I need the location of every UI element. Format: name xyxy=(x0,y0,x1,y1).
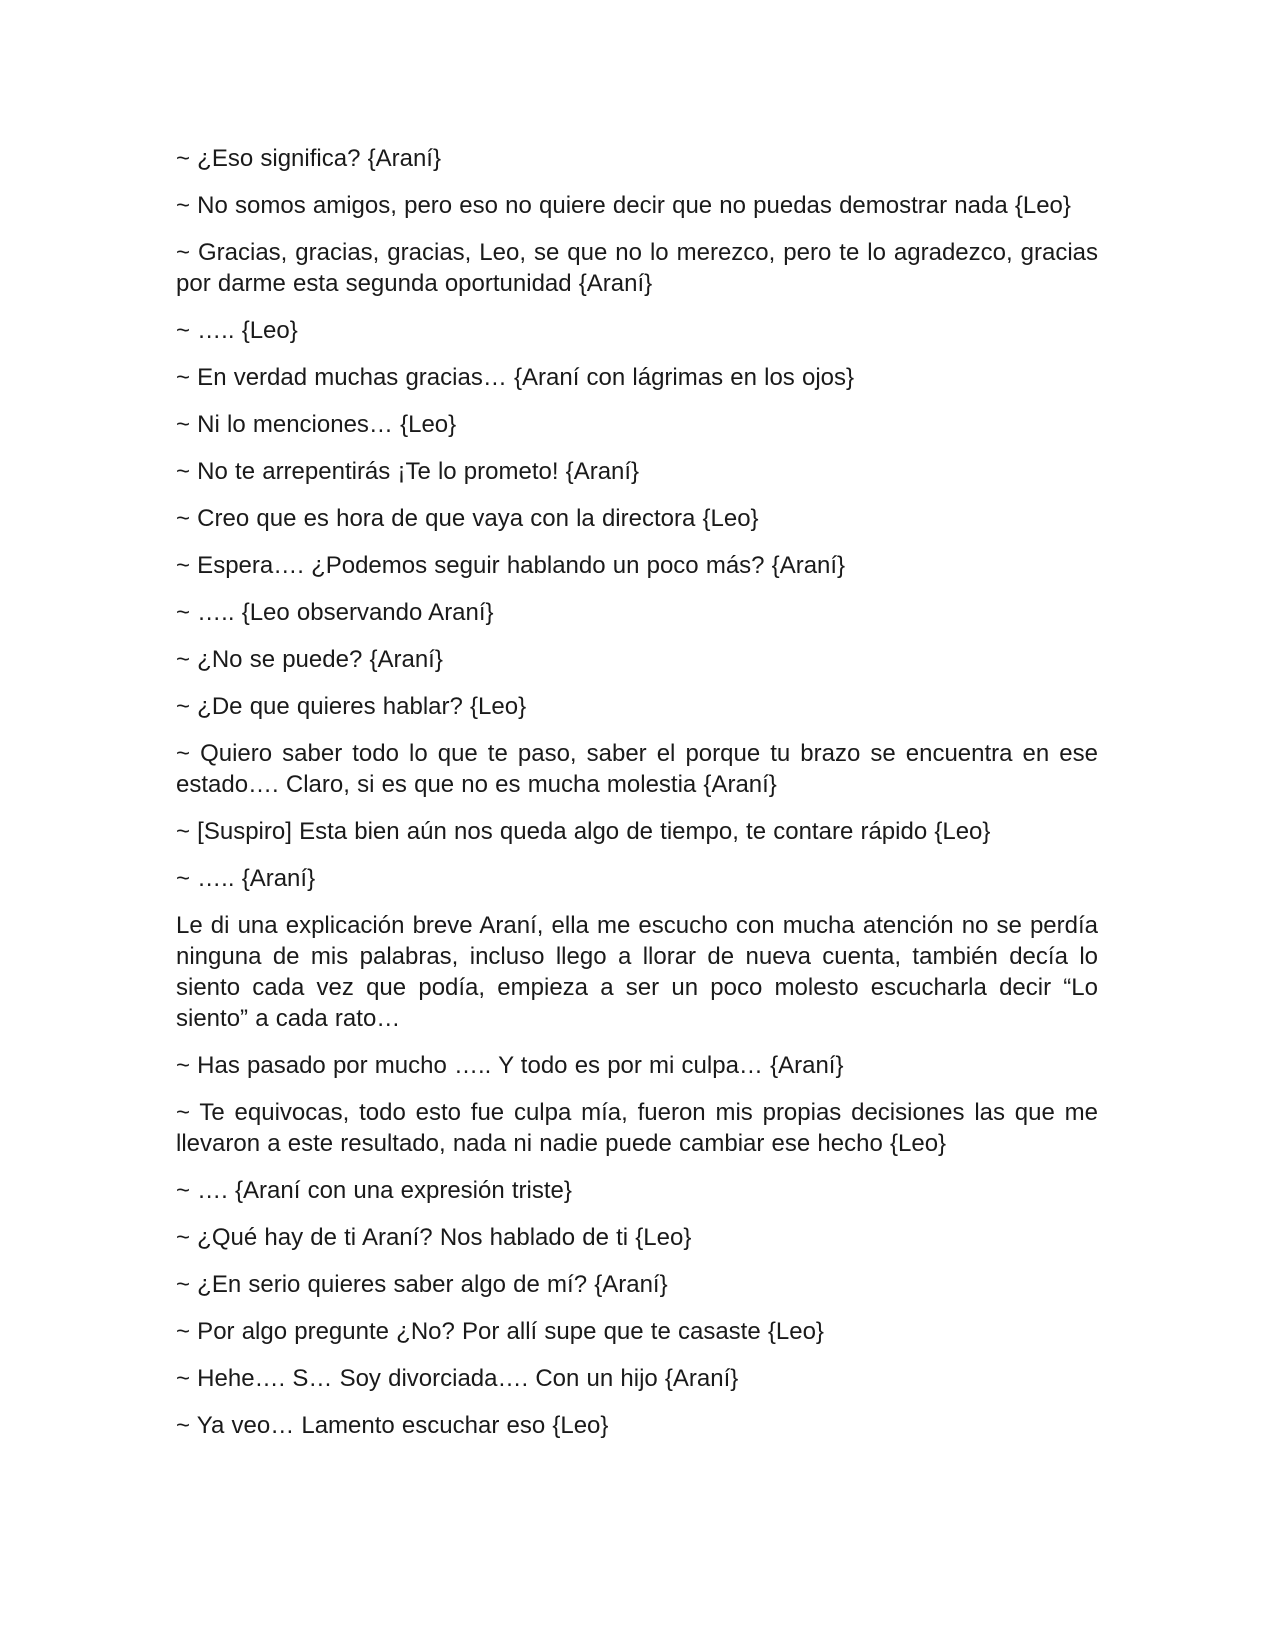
dialogue-line: ~ Gracias, gracias, gracias, Leo, se que no lo merezco, pero te lo agradezco, gracias por darme esta segunda oportunidad {Araní} xyxy=(176,239,1098,297)
dialogue-line: ~ [Suspiro] Esta bien aún nos queda algo de tiempo, te contare rápido {Leo} xyxy=(176,818,991,845)
dialogue-line: ~ ¿No se puede? {Araní} xyxy=(176,646,443,673)
document-body xyxy=(176,143,1098,1457)
dialogue-line: ~ Espera…. ¿Podemos seguir hablando un poco más? {Araní} xyxy=(176,552,846,579)
dialogue-line: ~ ¿En serio quieres saber algo de mí? {Araní} xyxy=(176,1271,668,1298)
dialogue-line: ~ ¿Qué hay de ti Araní? Nos hablado de ti {Leo} xyxy=(176,1224,692,1251)
dialogue-line: ~ Creo que es hora de que vaya con la directora {Leo} xyxy=(176,505,759,532)
dialogue-line: ~ ….. {Leo} xyxy=(176,317,298,344)
dialogue-line: ~ Quiero saber todo lo que te paso, saber el porque tu brazo se encuentra en ese estado…. Claro, si es que no es mucha molestia {Araní} xyxy=(176,740,1098,798)
dialogue-line: ~ Has pasado por mucho ….. Y todo es por mi culpa… {Araní} xyxy=(176,1052,844,1079)
narration-paragraph: Le di una explicación breve Araní, ella me escucho con mucha atención no se perdía ninguna de mis palabras, incluso llego a llorar de nueva cuenta, también decía lo siento cada vez que podía, empieza a ser un poco molesto escucharla decir “Lo siento” a cada rato… xyxy=(176,912,1098,1032)
dialogue-line: ~ En verdad muchas gracias… {Araní con lágrimas en los ojos} xyxy=(176,364,855,391)
dialogue-line: ~ …. {Araní con una expresión triste} xyxy=(176,1177,572,1204)
dialogue-line: ~ ….. {Araní} xyxy=(176,865,316,892)
dialogue-line: ~ Por algo pregunte ¿No? Por allí supe que te casaste {Leo} xyxy=(176,1318,824,1345)
dialogue-line: ~ ¿De que quieres hablar? {Leo} xyxy=(176,693,527,720)
dialogue-line: ~ No te arrepentirás ¡Te lo prometo! {Araní} xyxy=(176,458,640,485)
dialogue-line: ~ ¿Eso significa? {Araní} xyxy=(176,145,441,172)
dialogue-line: ~ Te equivocas, todo esto fue culpa mía, fueron mis propias decisiones las que me llevaron a este resultado, nada ni nadie puede cambiar ese hecho {Leo} xyxy=(176,1099,1098,1157)
dialogue-line: ~ Ni lo menciones… {Leo} xyxy=(176,411,457,438)
dialogue-line: ~ Ya veo… Lamento escuchar eso {Leo} xyxy=(176,1412,609,1439)
dialogue-line: ~ Hehe…. S… Soy divorciada…. Con un hijo {Araní} xyxy=(176,1365,739,1392)
dialogue-line: ~ ….. {Leo observando Araní} xyxy=(176,599,494,626)
dialogue-line: ~ No somos amigos, pero eso no quiere decir que no puedas demostrar nada {Leo} xyxy=(176,192,1071,219)
